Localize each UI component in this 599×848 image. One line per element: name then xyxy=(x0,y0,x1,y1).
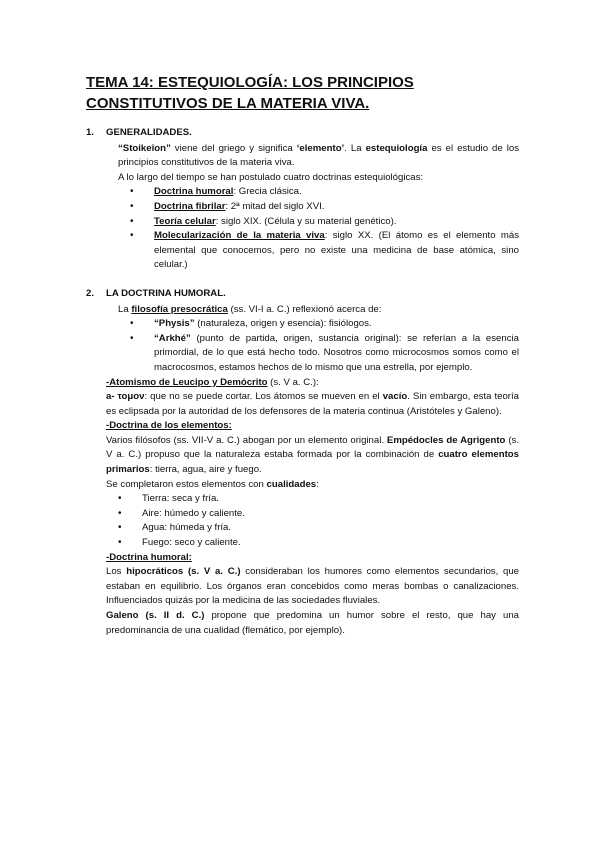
section-heading-text: LA DOCTRINA HUMORAL. xyxy=(106,287,226,299)
list-item xyxy=(154,200,519,215)
list-item xyxy=(154,332,519,376)
list-item xyxy=(154,215,519,230)
section-generalidades xyxy=(86,126,520,273)
text: (punto de partida, origen, sustancia original): se referían a la esencia primordial, de lo que está hecho todo. Nosotros como microcosmos somos como el macrocosmos, estamos hechos de lo mismo que una estrella, por ejemplo. xyxy=(154,332,519,373)
presocratic-list xyxy=(118,317,519,375)
subheading xyxy=(106,551,519,566)
term: “Arkhé” xyxy=(154,332,191,344)
section-heading xyxy=(86,287,519,302)
text: : siglo XX. (El átomo es el elemento más elemental que conocemos, pero no existe una medicina de base atómica, sino celular.) xyxy=(154,230,520,271)
subsection-atomismo xyxy=(106,376,519,420)
qualities-list xyxy=(106,492,519,550)
section-number: 2. xyxy=(86,287,95,299)
paragraph xyxy=(106,478,519,493)
term: Empédocles de Agrigento xyxy=(386,434,506,446)
subheading xyxy=(106,376,519,391)
text: (s. V a. C.): xyxy=(267,376,319,388)
list-item xyxy=(154,229,519,273)
term: Galeno (s. II d. C.) xyxy=(106,610,205,621)
list-item: • Fuego: seco y caliente. xyxy=(142,536,519,551)
paragraph xyxy=(118,142,519,171)
subsection-elementos xyxy=(106,419,519,550)
paragraph xyxy=(106,609,519,638)
text: La xyxy=(118,303,132,315)
text: : Grecia clásica. xyxy=(233,186,302,198)
term: -Doctrina de los elementos: xyxy=(106,420,232,432)
text: : siglo XIX. (Célula y su material genético). xyxy=(215,215,397,227)
text: Varios filósofos (ss. VII-V a. C.) abogan por un elemento original. xyxy=(106,434,387,446)
term: -Atomismo de Leucipo y Demócrito xyxy=(106,376,268,388)
term: ‘elemento’ xyxy=(296,142,345,154)
paragraph xyxy=(106,434,519,478)
term: “Stoikeîon” xyxy=(118,142,171,154)
paragraph: A lo largo del tiempo se han postulado cuatro doctrinas estequiológicas: xyxy=(118,171,424,183)
list-item: • Agua: húmeda y fría. xyxy=(142,521,519,536)
paragraph xyxy=(106,565,519,609)
text: viene del griego y significa xyxy=(170,142,297,154)
term: cualidades xyxy=(266,478,317,490)
text: : xyxy=(316,478,319,490)
doctrines-list xyxy=(118,185,519,273)
term: a- τομον xyxy=(106,391,145,403)
term: -Doctrina humoral: xyxy=(106,551,192,563)
paragraph xyxy=(118,303,519,318)
term: Molecularización de la materia viva xyxy=(154,230,325,242)
term: Doctrina fibrilar xyxy=(154,200,226,212)
text: (s. V a. C.) propuso que la naturaleza estaba formada por la combinación de xyxy=(106,434,519,461)
text: . La xyxy=(344,142,366,154)
list-item xyxy=(154,317,519,332)
text: propone que predomina un humor sobre el resto, que hay una predominancia de una cualidad (flemático, por ejemplo). xyxy=(106,610,519,636)
text: . Sin embargo, esta teoría es eclipsada por la autoridad de los defensores de la materia continua (Aristóteles y Galeno). xyxy=(106,391,519,417)
term: filosofía presocrática xyxy=(131,303,228,315)
list-item: • Tierra: seca y fría. xyxy=(142,492,519,507)
term: “Physis” xyxy=(154,318,195,330)
term: Doctrina humoral xyxy=(154,186,234,198)
subheading xyxy=(106,419,519,434)
text: : tierra, agua, aire y fuego. xyxy=(149,464,262,476)
text: Se completaron estos elementos con xyxy=(106,478,267,490)
list-item xyxy=(154,185,519,200)
page-title: TEMA 14: ESTEQUIOLOGÍA: LOS PRINCIPIOS CONSTITUTIVOS DE LA MATERIA VIVA. xyxy=(86,74,414,112)
term: hipocráticos (s. V a. C.) xyxy=(126,566,241,578)
section-number: 1. xyxy=(86,127,95,138)
text: consideraban los humores como elementos secundarios, que estaban en equilibrio. Los órganos eran concebidos como meras bombas o canalizaciones. Influenciados quizás por la medicina de las sociedades fluviales. xyxy=(106,566,519,607)
term: estequiología xyxy=(365,142,428,154)
text: : 2ª mitad del siglo XVI. xyxy=(225,200,325,212)
section-body xyxy=(118,142,519,273)
section-doctrina-humoral xyxy=(86,287,519,638)
text: : que no se puede cortar. Los átomos se mueven en el xyxy=(144,391,383,403)
term: Teoría celular xyxy=(154,215,216,227)
list-item: • Aire: húmedo y caliente. xyxy=(142,507,519,522)
text: (naturaleza, origen y esencia): fisiólogos. xyxy=(194,318,372,330)
section-heading xyxy=(86,126,519,141)
text: (ss. VI-I a. C.) reflexionó acerca de: xyxy=(227,303,382,315)
term: vacío xyxy=(382,391,408,403)
text: es el estudio de los principios constitutivos de la materia viva. xyxy=(118,142,519,169)
section-heading-text: GENERALIDADES. xyxy=(106,127,192,138)
spacer xyxy=(86,273,519,287)
section-body xyxy=(118,303,519,376)
text: Los xyxy=(106,566,127,578)
term: cuatro elementos primarios xyxy=(106,449,519,476)
subsection-humoral xyxy=(106,551,519,639)
paragraph xyxy=(106,390,519,419)
